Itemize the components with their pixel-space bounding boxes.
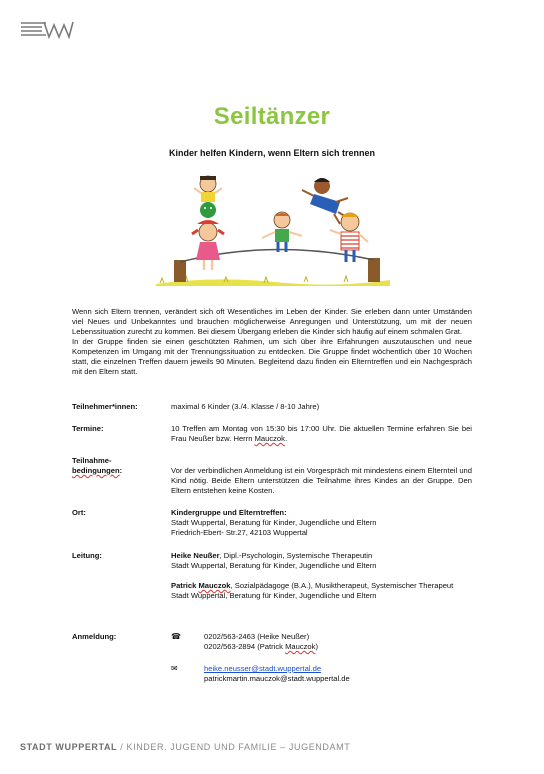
email-text: patrickmartin.mauczok@stadt.wuppertal.de	[204, 674, 350, 683]
bedingungen-label-line2: bedingungen	[72, 466, 120, 475]
termine-name: Mauczok	[254, 434, 285, 443]
leitung-label: Leitung:	[72, 551, 102, 560]
phone-number: 0202/563-2894 (Patrick	[204, 642, 286, 651]
leitung-firstname-2: Patrick	[171, 581, 199, 590]
termine-text: 10 Treffen am Montag von 15:30 bis 17:00 Uhr. Die aktuellen Termine erfahren Sie bei Frau Neußer bzw. Herrn	[171, 424, 472, 443]
termine-punct: .	[284, 434, 288, 443]
footer-dept: KINDER. JUGEND UND FAMILIE – JUGENDAMT	[126, 742, 351, 752]
ort-line: Stadt Wuppertal, Beratung für Kinder, Jugendliche und Eltern	[171, 518, 377, 527]
termine-value	[171, 424, 472, 444]
phone-punct: )	[315, 642, 318, 651]
anmeldung-value	[171, 632, 472, 684]
leitung-role-2: , Sozialpädagoge (B.A.), Musiktherapeut, Systemischer Therapeut	[230, 581, 454, 590]
envelope-icon: ✉	[171, 664, 178, 673]
footer	[20, 742, 350, 752]
bedingungen-label-line1: Teilnahme-	[72, 456, 112, 465]
phone-name: Mauczok	[285, 642, 316, 651]
footer-org: STADT WUPPERTAL	[20, 742, 118, 752]
stadt-wuppertal-logo-icon	[20, 20, 74, 40]
teilnehmer-value: maximal 6 Kinder (3./4. Klasse / 8-10 Jahre)	[171, 402, 320, 411]
page-title: Seiltänzer	[213, 103, 331, 130]
leitung-name-1: Heike Neußer	[171, 551, 220, 560]
telephone-icon: ☎	[171, 632, 181, 641]
page-subtitle: Kinder helfen Kindern, wenn Eltern sich trennen	[168, 148, 376, 158]
ort-label: Ort:	[72, 508, 86, 517]
leitung-org-1: Stadt Wuppertal, Beratung für Kinder, Jugendliche und Eltern	[171, 561, 377, 570]
leitung-org-2: Stadt Wuppertal, Beratung für Kinder, Jugendliche und Eltern	[171, 591, 377, 600]
phone-number: 0202/563-2463 (Heike Neußer)	[204, 632, 310, 641]
bedingungen-label	[72, 456, 168, 476]
children-tightrope-drawing-icon	[154, 172, 392, 290]
intro-paragraph: Wenn sich Eltern trennen, verändert sich oft Wesentliches im Leben der Kinder. Sie erleben dann unter Umständen viel Neues und Unbekanntes und brauchen möglicherweise Anregungen und Unterstützung, um mit der neuen Lebenssituation zurecht zu kommen. Bei diesem Übergang erleben die Kinder sich häufig auf einem schmalen Grat.	[72, 307, 472, 336]
bedingungen-value: Vor der verbindlichen Anmeldung ist ein Vorgespräch mit mindestens einem Elternteil und Kind nötig. Beide Eltern unterstützen die Teilnahme ihres Kindes an der Gruppe. Den Eltern entstehen keine Kosten.	[171, 466, 472, 495]
leitung-lastname-2: Mauczok	[198, 581, 231, 590]
leitung-role-1: , Dipl.-Psychologin, Systemische Therapeutin	[219, 551, 373, 560]
footer-separator: /	[117, 742, 127, 752]
termine-label: Termine:	[72, 424, 104, 433]
anmeldung-label: Anmeldung:	[72, 632, 117, 641]
ort-line: Friedrich-Ebert- Str.27, 42103 Wuppertal	[171, 528, 308, 537]
ort-value	[171, 508, 472, 538]
teilnehmer-label: Teilnehmer*innen:	[72, 402, 138, 411]
ort-heading: Kindergruppe und Elterntreffen:	[171, 508, 287, 517]
leitung-value	[171, 551, 472, 601]
email-link[interactable]: heike.neusser@stadt.wuppertal.de	[204, 664, 322, 673]
bedingungen-colon: :	[119, 466, 123, 475]
intro-text	[72, 307, 472, 377]
intro-paragraph: In der Gruppe finden sie einen geschützten Rahmen, um sich über ihre Erfahrungen auszutauschen und neue Kompetenzen im Umgang mit der Trennungssituation zu entdecken. Die Gruppe findet wöchentlich über 10 Wochen statt, die einzelnen Treffen dauern jeweils 90 Minuten. Begleitend dazu finden ein Elterntreffen und ein Nachgespräch mit den Eltern statt.	[72, 337, 472, 376]
